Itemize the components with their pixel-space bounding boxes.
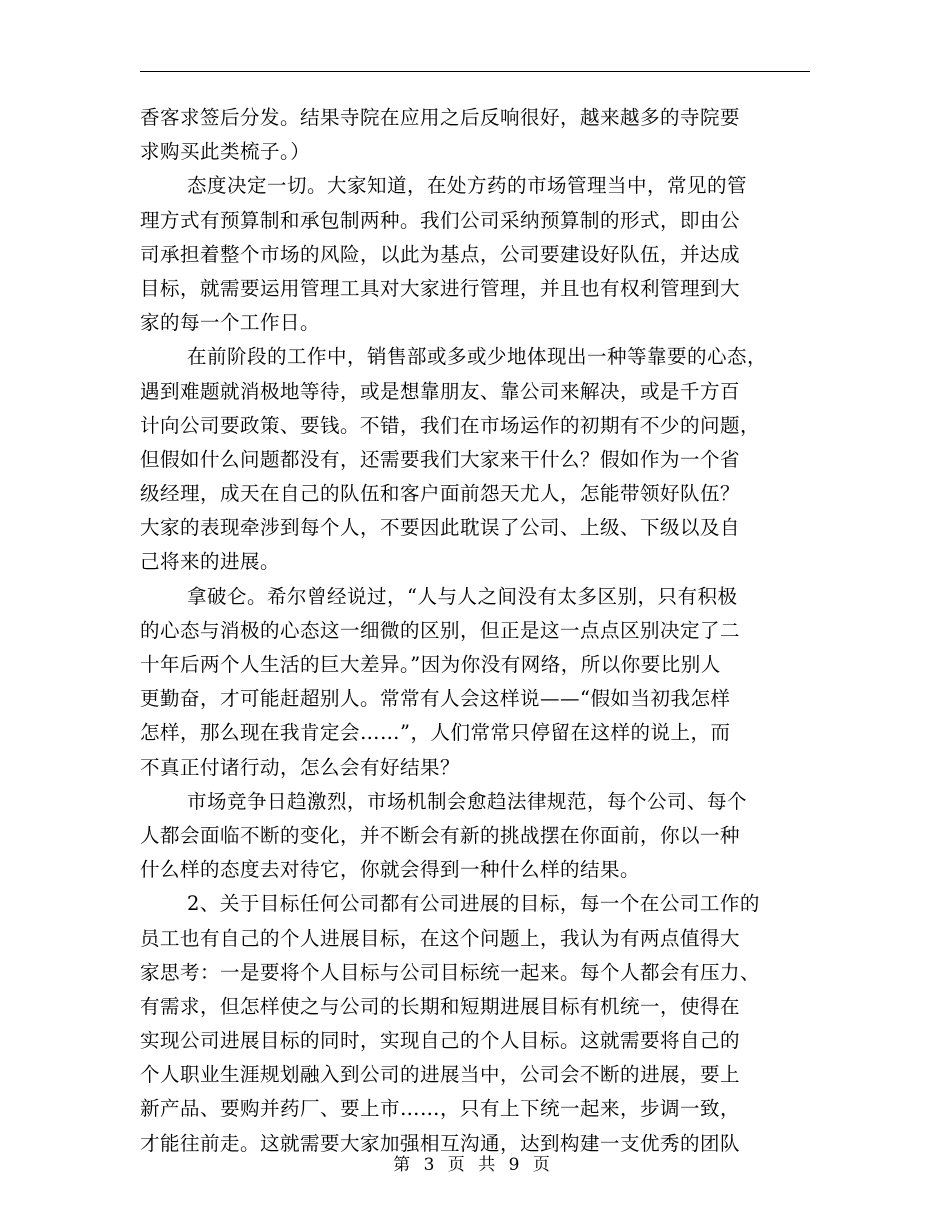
page-footer bbox=[0, 1153, 950, 1177]
text-line: 但假如什么问题都没有，还需要我们大家来干什么？假如作为一个省 bbox=[140, 447, 741, 471]
text-line: 新产品、要购并药厂、要上市……，只有上下统一起来，步调一致， bbox=[140, 1097, 741, 1121]
footer-page-word-end: 页 bbox=[532, 1155, 551, 1175]
text-line: 实现公司进展目标的同时，实现自己的个人目标。这就需要将自己的 bbox=[140, 1029, 741, 1053]
text-line: 家思考：一是要将个人目标与公司目标统一起来。每个人都会有压力、 bbox=[140, 960, 761, 984]
text-line: 司承担着整个市场的风险，以此为基点，公司要建设好队伍，并达成 bbox=[140, 242, 741, 266]
footer-total-prefix: 共 bbox=[478, 1155, 497, 1175]
text-line: 人都会面临不断的变化，并不断会有新的挑战摆在你面前，你以一种 bbox=[140, 823, 741, 847]
header-rule bbox=[140, 71, 810, 72]
text-line: 香客求签后分发。结果寺院在应用之后反响很好，越来越多的寺院要 bbox=[140, 106, 741, 129]
text-line: 怎样，那么现在我肯定会……”，人们常常只停留在这样的说上，而 bbox=[140, 721, 731, 745]
text-line: 目标，就需要运用管理工具对大家进行管理，并且也有权利管理到大 bbox=[140, 276, 741, 300]
text-line: 2、关于目标任何公司都有公司进展的目标，每一个在公司工作的 bbox=[187, 892, 760, 916]
text-line: 有需求，但怎样使之与公司的长期和短期进展目标有机统一，使得在 bbox=[140, 994, 741, 1018]
text-line: 遇到难题就消极地等待，或是想靠朋友、靠公司来解决，或是千方百 bbox=[140, 379, 741, 403]
text-line: 态度决定一切。大家知道，在处方药的市场管理当中，常见的管 bbox=[187, 174, 748, 198]
text-line: 才能往前走。这就需要大家加强相互沟通，达到构建一支优秀的团队 bbox=[140, 1131, 741, 1155]
text-line: 更勤奋，才可能赶超别人。常常有人会这样说——“假如当初我怎样 bbox=[140, 687, 731, 711]
text-line: 计向公司要政策、要钱。不错，我们在市场运作的初期有不少的问题， bbox=[140, 413, 761, 437]
text-line: 求购买此类梳子。） bbox=[140, 140, 311, 164]
text-line: 什么样的态度去对待它，你就会得到一种什么样的结果。 bbox=[140, 858, 641, 882]
footer-current-page: 3 bbox=[423, 1155, 436, 1175]
text-line: 个人职业生涯规划融入到公司的进展当中，公司会不断的进展，要上 bbox=[140, 1063, 741, 1087]
text-line: 员工也有自己的个人进展目标，在这个问题上，我认为有两点值得大 bbox=[140, 926, 741, 950]
text-line: 在前阶段的工作中，销售部或多或少地体现出一种等靠要的心态， bbox=[187, 345, 768, 369]
text-line: 级经理，成天在自己的队伍和客户面前怨天尤人，怎能带领好队伍？ bbox=[140, 482, 741, 506]
footer-page-word: 页 bbox=[447, 1155, 466, 1175]
footer-total-pages: 9 bbox=[508, 1155, 521, 1175]
text-line: 十年后两个人生活的巨大差异。”因为你没有网络，所以你要比别人 bbox=[140, 653, 721, 676]
text-line: 大家的表现牵涉到每个人，不要因此耽误了公司、上级、下级以及自 bbox=[140, 516, 741, 540]
text-line: 市场竞争日趋激烈，市场机制会愈趋法律规范，每个公司、每个 bbox=[187, 789, 748, 813]
footer-page-prefix: 第 bbox=[393, 1155, 412, 1175]
text-line: 己将来的进展。 bbox=[140, 550, 281, 574]
text-line: 家的每一个工作日。 bbox=[140, 311, 321, 335]
text-line: 理方式有预算制和承包制两种。我们公司采纳预算制的形式，即由公 bbox=[140, 208, 741, 232]
text-line: 不真正付诸行动，怎么会有好结果？ bbox=[140, 755, 461, 779]
body-text bbox=[140, 101, 812, 1161]
text-line: 拿破仑。希尔曾经说过，“人与人之间没有太多区别，只有积极 bbox=[187, 584, 738, 608]
text-line: 的心态与消极的心态这一细微的区别，但正是这一点点区别决定了二 bbox=[140, 618, 741, 642]
